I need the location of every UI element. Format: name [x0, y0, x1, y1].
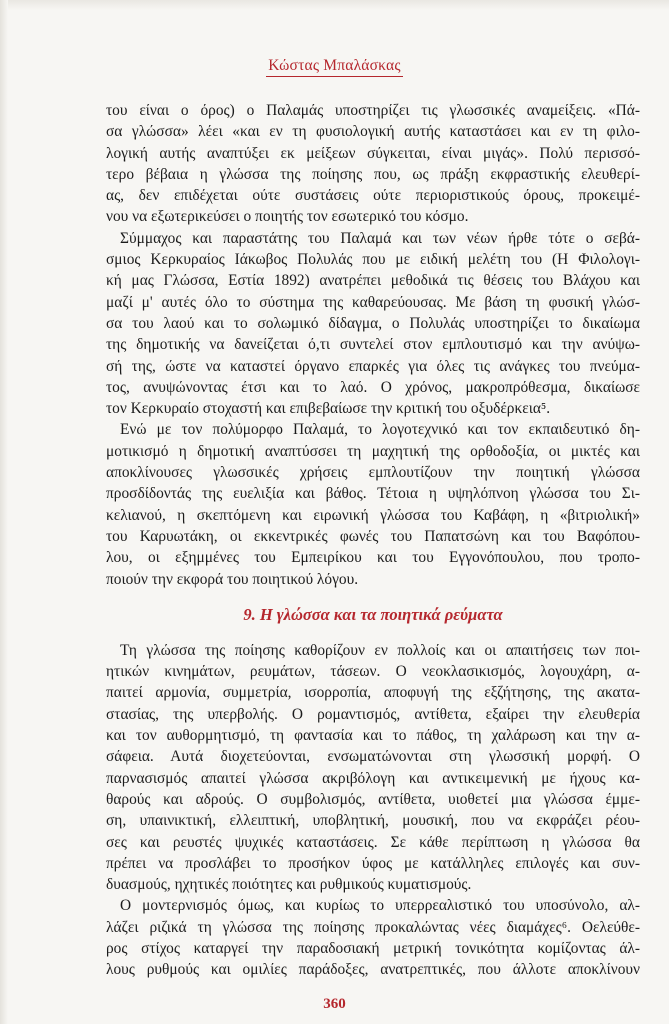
text-line: στασίας, της υπερβολής. Ο ρομαντισμός, αντίθετα, εξαίρει την ελευθερία	[106, 705, 640, 723]
text-line: λάζει ριζικά τη γλώσσα της ποίησης προκαλώντας νέες διαμάχες⁶. Οελεύθε-	[106, 918, 640, 936]
body-text	[106, 100, 640, 981]
text-line: ητικών κινημάτων, ρευμάτων, τάσεων. Ο νεοκλασικισμός, λογουχάρη, α-	[106, 663, 640, 681]
text-line: κή μας Γλώσσα, Εστία 1892) ανατρέπει μεθοδικά τις θέσεις του Βλάχου και	[106, 272, 640, 290]
paragraph-3	[106, 419, 640, 589]
page-edge	[0, 0, 669, 10]
text-line: τος, ανυψώνοντας έτσι και το λαό. Ο χρόνος, μακροπρόθεσμα, δικαίωσε	[106, 378, 640, 396]
page-number: 360	[323, 996, 346, 1012]
running-header	[0, 57, 669, 77]
text-line: παρνασισμός απαιτεί γλώσσα ακριβόλογη και αντικειμενική με ήχους κα-	[106, 769, 640, 787]
text-line: σή της, ώστε να καταστεί όργανο επαρκές για όλες τις ανάγκες του πνεύμα-	[106, 357, 640, 375]
text-line: μοτικισμό η δημοτική αναπτύσσει τη μαχητική της ορθοδοξία, οι μικτές και	[106, 442, 640, 460]
author-running-title: Κώστας Μπαλάσκας	[266, 57, 402, 77]
text-line: ση, υπαινικτική, ελλειπτική, υποβλητική, μουσική, που να εκφράζει ρέου-	[106, 812, 640, 830]
text-line: σα γλώσσα» λέει «και εν τη φυσιολογική αυτής καταστάσει και εν τη φιλο-	[106, 123, 640, 141]
text-line: σα του λαού και το σολωμικό δίδαγμα, ο Πολυλάς υποστηρίζει το δικαίωμα	[106, 314, 640, 332]
text-line: ποιούν την εκφορά του ποιητικού λόγου.	[106, 570, 359, 588]
text-line: ας, δεν επιδέχεται ούτε συστάσεις ούτε περιοριστικούς όρους, προκειμέ-	[106, 187, 640, 205]
text-line: λους ρυθμούς και ομιλίες παράδοξες, ανατρεπτικές, που άλλοτε αποκλίνουν	[106, 961, 640, 979]
text-line: νου να εξωτερικεύσει ο ποιητής τον εσωτερικό του κόσμο.	[106, 208, 469, 226]
paragraph-2	[106, 228, 640, 420]
text-line: σες και ρευστές ψυχικές καταστάσεις. Σε κάθε περίπτωση η γλώσσα θα	[106, 833, 640, 851]
text-line: Ο μοντερνισμός όμως, και κυρίως το υπερρεαλιστικό του υποσύνολο, αλ-	[120, 897, 640, 915]
page-edge-left	[0, 0, 8, 1024]
section-heading: 9. Η γλώσσα και τα ποιητικά ρεύματα	[243, 604, 503, 624]
text-line: της δημοτικής να δανείζεται ό,τι συντελεί στον εμπλουτισμό και την ανύψω-	[106, 336, 640, 354]
paragraph-1	[106, 100, 640, 228]
text-line: Σύμμαχος και παραστάτης του Παλαμά και των νέων ήρθε τότε ο σεβά-	[120, 229, 640, 247]
text-line: λου, οι εξημμένες του Εμπειρίκου και του Εγγονόπουλου, που τροπο-	[106, 549, 640, 567]
text-line: και τον αυθορμητισμό, τη φαντασία και το πάθος, τη χαλάρωση και την α-	[106, 727, 640, 745]
text-line: του Καρυωτάκη, οι εκκεντρικές φωνές του Παπατσώνη και του Βαφόπου-	[106, 527, 640, 545]
text-line: τερο βέβαια η γλώσσα της ποίησης που, ως πράξη εκφραστικής ελευθερί-	[106, 165, 640, 183]
text-line: δυασμούς, ηχητικές ποιότητες και ρυθμικούς κυματισμούς.	[106, 876, 472, 894]
text-line: σάφεια. Αυτά διοχετεύονται, ενσωματώνονται στη γλωσσική μορφή. Ο	[106, 748, 640, 766]
text-line: θαρούς και αδρούς. Ο συμβολισμός, αντίθετα, υιοθετεί μια γλώσσα έμμε-	[106, 790, 640, 808]
text-line: σμιος Κερκυραίος Ιάκωβος Πολυλάς που με ειδική μελέτη του (Η Φιλολογι-	[106, 251, 640, 269]
text-line: του είναι ο όρος) ο Παλαμάς υποστηρίζει τις γλωσσικές αναμείξεις. «Πά-	[106, 102, 640, 119]
section-paragraph-2	[106, 895, 640, 980]
text-line: προσδίδοντάς της ευελιξία και βάθος. Τέτοια η υψηλόπνοη γλώσσα του Σι-	[106, 485, 640, 503]
section-paragraph-1	[106, 640, 640, 896]
text-line: μαζί μ' αυτές όλο το σύστημα της καθαρεύουσας. Με βάση τη φυσική γλώσ-	[106, 293, 640, 311]
text-line: ρος στίχος καταργεί την παραδοσιακή μετρική τονικότητα κομίζοντας άλ-	[106, 939, 640, 957]
text-line: λογική αυτής αναπτύξει εκ μείξεων σύγκειται, είναι μιγάς». Πολύ περισσό-	[106, 144, 640, 162]
text-line: αποκλίνουσες γλωσσικές χρήσεις εμπλουτίζουν την ποιητική γλώσσα	[106, 464, 640, 482]
text-line: Τη γλώσσα της ποίησης καθορίζουν εν πολλοίς και οι απαιτήσεις των ποι-	[120, 641, 640, 659]
text-line: παιτεί αρμονία, συμμετρία, ισορροπία, αποφυγή της εξζήτησης, της ακατα-	[106, 684, 640, 702]
text-line: κελιανού, η σκεπτόμενη και ειρωνική γλώσσα του Καβάφη, η «βιτριολική»	[106, 506, 640, 524]
text-line: Ενώ με τον πολύμορφο Παλαμά, το λογοτεχνικό και τον εκπαιδευτικό δη-	[120, 421, 640, 439]
text-line: τον Κερκυραίο στοχαστή και επιβεβαίωσε την κριτική του οξυδέρκεια⁵.	[106, 400, 551, 418]
text-line: πρέπει να προσλάβει το προσήκον ύφος με κατάλληλες επιλογές και συν-	[106, 854, 640, 872]
